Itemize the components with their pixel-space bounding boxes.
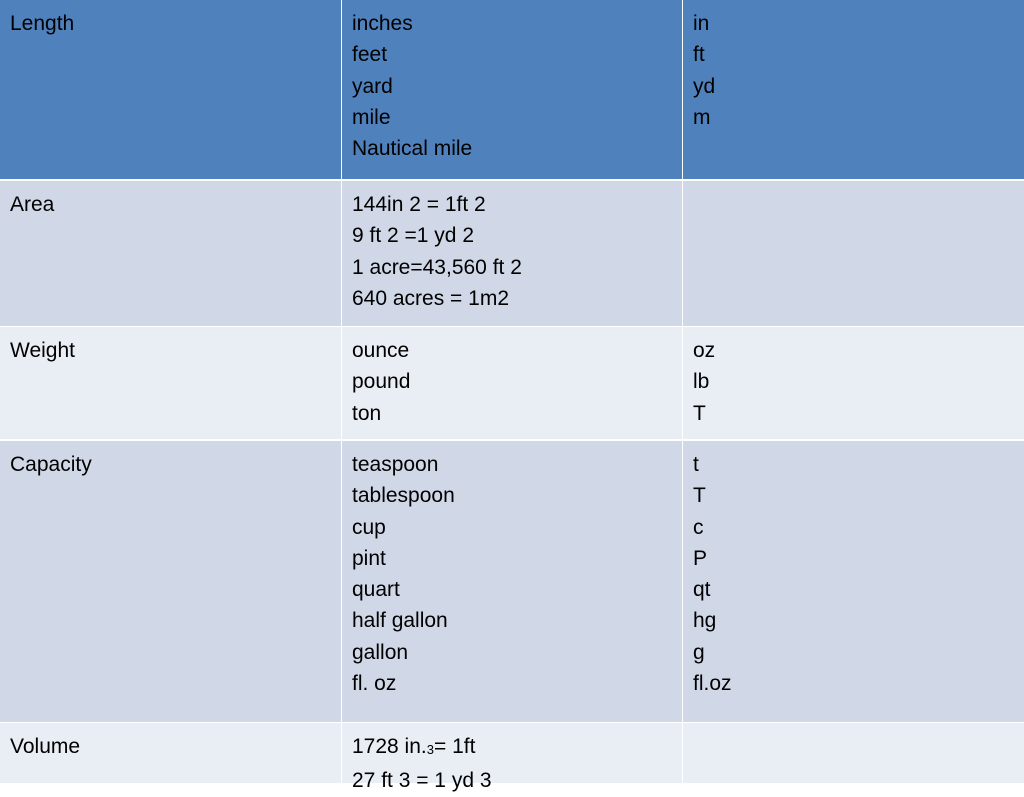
unit-name: tablespoon bbox=[352, 484, 455, 508]
unit-abbreviation: P bbox=[693, 546, 708, 570]
conversion-line: 144in 2 = 1ft 2 bbox=[352, 193, 486, 216]
unit-name: ton bbox=[352, 401, 382, 425]
unit-abbreviation: T bbox=[693, 401, 706, 425]
unit-name: teaspoon bbox=[352, 453, 439, 476]
category-label: Weight bbox=[10, 339, 75, 362]
category-label: Area bbox=[10, 193, 55, 216]
unit-abbreviation: hg bbox=[693, 609, 717, 633]
category-cell bbox=[0, 327, 341, 439]
abbreviation-cell bbox=[683, 327, 1024, 439]
units-cell bbox=[342, 723, 682, 793]
category-cell bbox=[0, 441, 341, 722]
unit-name: yard bbox=[352, 74, 393, 98]
table-row-capacity bbox=[0, 441, 1024, 722]
unit-abbreviation: lb bbox=[693, 370, 710, 394]
category-cell bbox=[0, 181, 341, 326]
unit-abbreviation: c bbox=[693, 515, 704, 539]
unit-abbreviation: ft bbox=[693, 43, 705, 67]
conversion-main: 1728 in. bbox=[352, 735, 427, 758]
unit-name: pound bbox=[352, 370, 411, 394]
unit-name: quart bbox=[352, 578, 400, 602]
unit-abbreviation: m bbox=[693, 105, 711, 129]
abbreviation-cell bbox=[683, 441, 1024, 722]
category-label: Capacity bbox=[10, 453, 92, 476]
abbreviation-cell bbox=[683, 181, 1024, 326]
unit-name: inches bbox=[352, 12, 413, 35]
units-cell bbox=[342, 441, 682, 722]
table-row-length bbox=[0, 0, 1024, 179]
unit-name: fl. oz bbox=[352, 672, 397, 696]
units-cell bbox=[342, 181, 682, 326]
units-cell bbox=[342, 0, 682, 179]
unit-name: gallon bbox=[352, 640, 409, 664]
conversion-line: 27 ft 3 = 1 yd 3 bbox=[352, 769, 492, 793]
unit-name: ounce bbox=[352, 339, 410, 362]
unit-abbreviation: qt bbox=[693, 578, 711, 602]
conversion-line: 1 acre=43,560 ft 2 bbox=[352, 255, 522, 279]
abbreviation-cell bbox=[683, 0, 1024, 179]
table-row-volume bbox=[0, 723, 1024, 793]
table-row-area bbox=[0, 181, 1024, 326]
conversion-line bbox=[352, 731, 672, 765]
conversion-exponent: 3 bbox=[426, 742, 434, 757]
unit-abbreviation: yd bbox=[693, 74, 716, 98]
unit-name: Nautical mile bbox=[352, 137, 473, 161]
unit-abbreviation: fl.oz bbox=[693, 672, 732, 696]
units-cell bbox=[342, 327, 682, 439]
category-cell bbox=[0, 723, 341, 783]
unit-name: half gallon bbox=[352, 609, 448, 633]
table-row-weight bbox=[0, 327, 1024, 439]
category-label: Volume bbox=[10, 735, 81, 758]
abbreviation-cell bbox=[683, 723, 1024, 783]
unit-abbreviation: in bbox=[693, 12, 710, 35]
unit-abbreviation: g bbox=[693, 640, 705, 664]
conversion-line: 640 acres = 1m2 bbox=[352, 286, 510, 310]
unit-name: feet bbox=[352, 43, 388, 67]
unit-abbreviation: T bbox=[693, 484, 706, 508]
unit-name: mile bbox=[352, 105, 391, 129]
unit-name: cup bbox=[352, 515, 386, 539]
unit-name: pint bbox=[352, 546, 386, 570]
category-label: Length bbox=[10, 12, 75, 35]
unit-abbreviation: oz bbox=[693, 339, 716, 362]
conversion-line: 9 ft 2 =1 yd 2 bbox=[352, 224, 475, 248]
conversion-rest: = 1ft bbox=[433, 735, 476, 758]
category-cell bbox=[0, 0, 341, 179]
unit-abbreviation: t bbox=[693, 453, 699, 476]
